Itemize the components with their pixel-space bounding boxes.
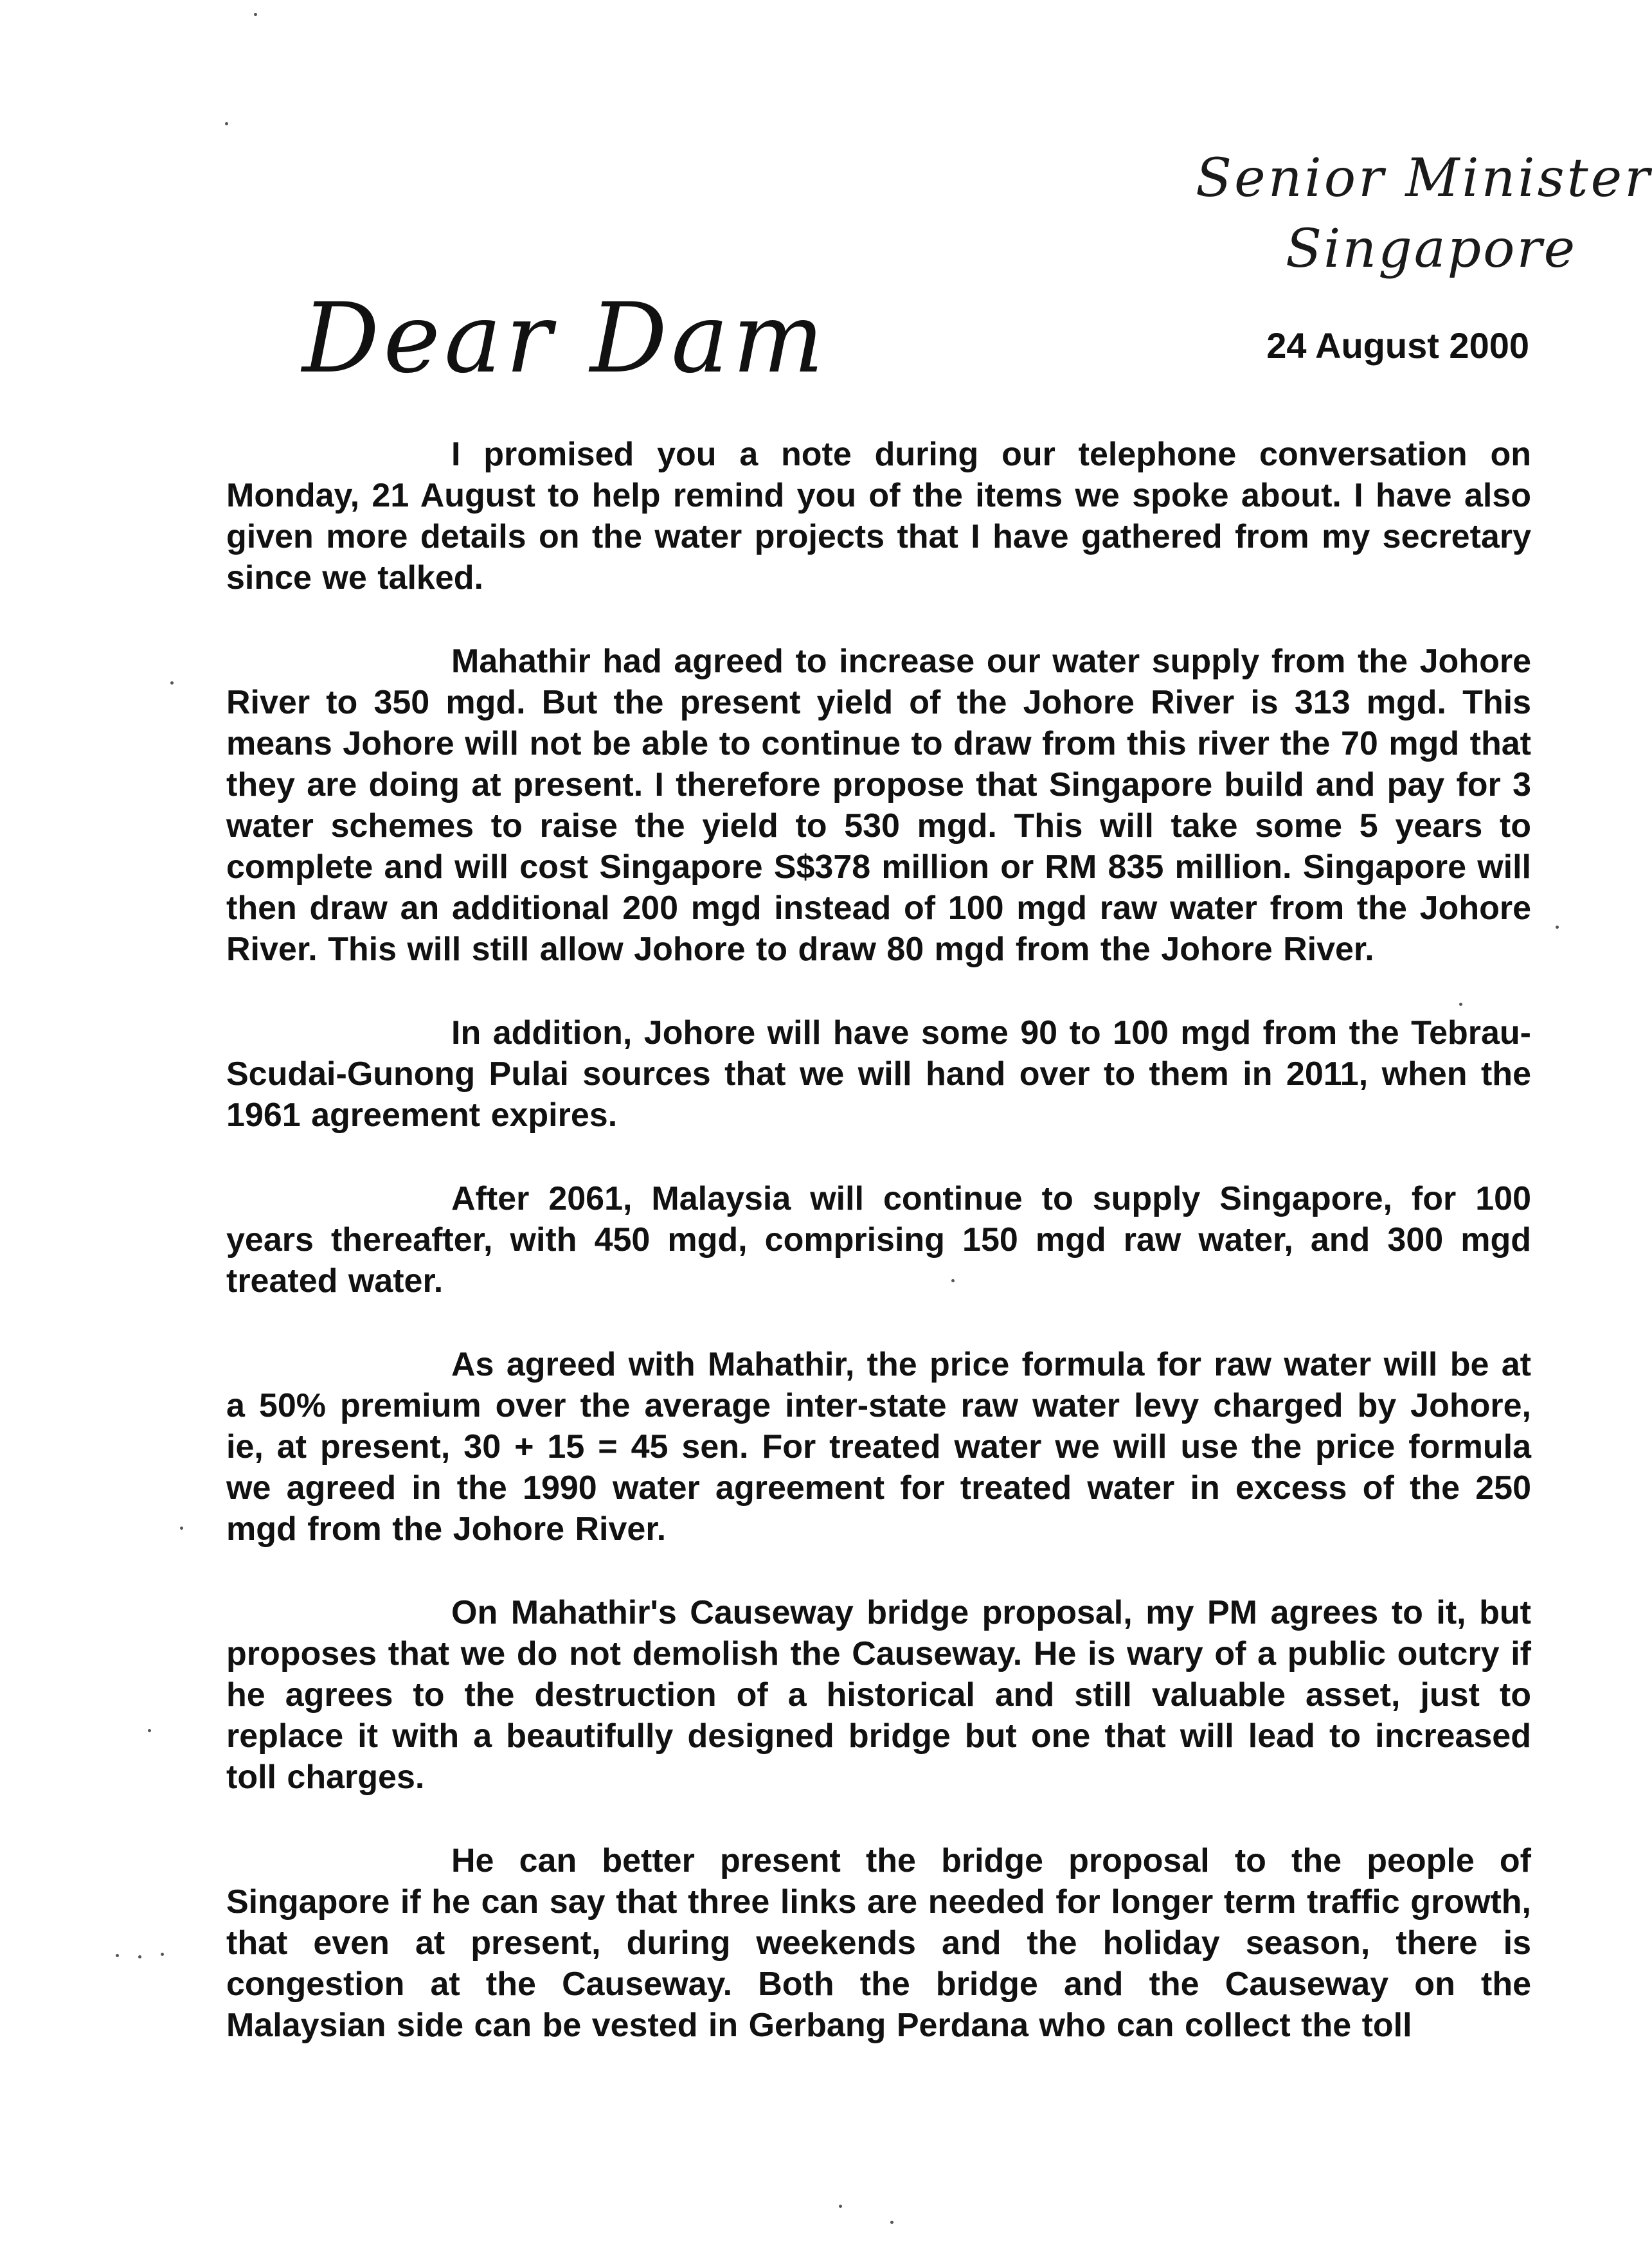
scan-speck: [1459, 1003, 1462, 1006]
scan-speck: [951, 1279, 955, 1282]
letterhead-title: Senior Minister: [1196, 148, 1652, 209]
paragraph: He can better present the bridge proposal to the people of Singapore if he can say that three links are needed for longer term traffic growth, that even at present, during weekends and the holiday season, there is congestion at the Causeway. Both the bridge and the Causeway on the Malaysian side can be vested in Gerbang Perdana who can collect the toll: [226, 1842, 1531, 2044]
scan-speck: [1556, 926, 1559, 929]
salutation: Dear Dam: [302, 283, 828, 395]
scan-speck: [116, 1954, 119, 1957]
paragraph: After 2061, Malaysia will continue to supply Singapore, for 100 years thereafter, with 450 mgd, comprising 150 mgd raw water, and 300 mgd treated water.: [226, 1180, 1531, 1300]
letter-date: 24 August 2000: [1266, 325, 1529, 366]
paragraph: In addition, Johore will have some 90 to 100 mgd from the Tebrau-Scudai-Gunong Pulai sources that we will hand over to them in 2011, when the 1961 agreement expires.: [226, 1014, 1531, 1134]
scan-speck: [170, 681, 174, 685]
scan-speck: [254, 13, 257, 16]
scan-speck: [225, 122, 228, 125]
scan-speck: [839, 2205, 842, 2208]
paragraph: On Mahathir's Causeway bridge proposal, my PM agrees to it, but proposes that we do not demolish the Causeway. He is wary of a public outcry if he agrees to the destruction of a historical and still valuable asset, just to replace it with a beautifully designed bridge but one that will lead to increased toll charges.: [226, 1594, 1531, 1796]
scan-speck: [161, 1953, 164, 1956]
scan-speck: [148, 1729, 151, 1732]
scan-speck: [180, 1527, 183, 1530]
letterhead-country: Singapore: [1286, 219, 1577, 280]
paragraph: Mahathir had agreed to increase our water supply from the Johore River to 350 mgd. But the present yield of the Johore River is 313 mgd. This means Johore will not be able to continue to draw from this river the 70 mgd that they are doing at present. I therefore propose that Singapore build and pay for 3 water schemes to raise the yield to 530 mgd. This will take some 5 years to complete and will cost Singapore S$378 million or RM 835 million. Singapore will then draw an additional 200 mgd instead of 100 mgd raw water from the Johore River. This will still allow Johore to draw 80 mgd from the Johore River.: [226, 643, 1531, 968]
paragraph: I promised you a note during our telephone conversation on Monday, 21 August to help remind you of the items we spoke about. I have also given more details on the water projects that I have gathered from my secretary since we talked.: [226, 436, 1531, 596]
paragraph: As agreed with Mahathir, the price formula for raw water will be at a 50% premium over the average inter-state raw water levy charged by Johore, ie, at present, 30 + 15 = 45 sen. For treated water we will use the price formula we agreed in the 1990 water agreement for treated water in excess of the 250 mgd from the Johore River.: [226, 1346, 1531, 1548]
scan-speck: [890, 2221, 893, 2224]
letter-body: [226, 434, 1531, 2088]
scan-speck: [138, 1955, 141, 1958]
